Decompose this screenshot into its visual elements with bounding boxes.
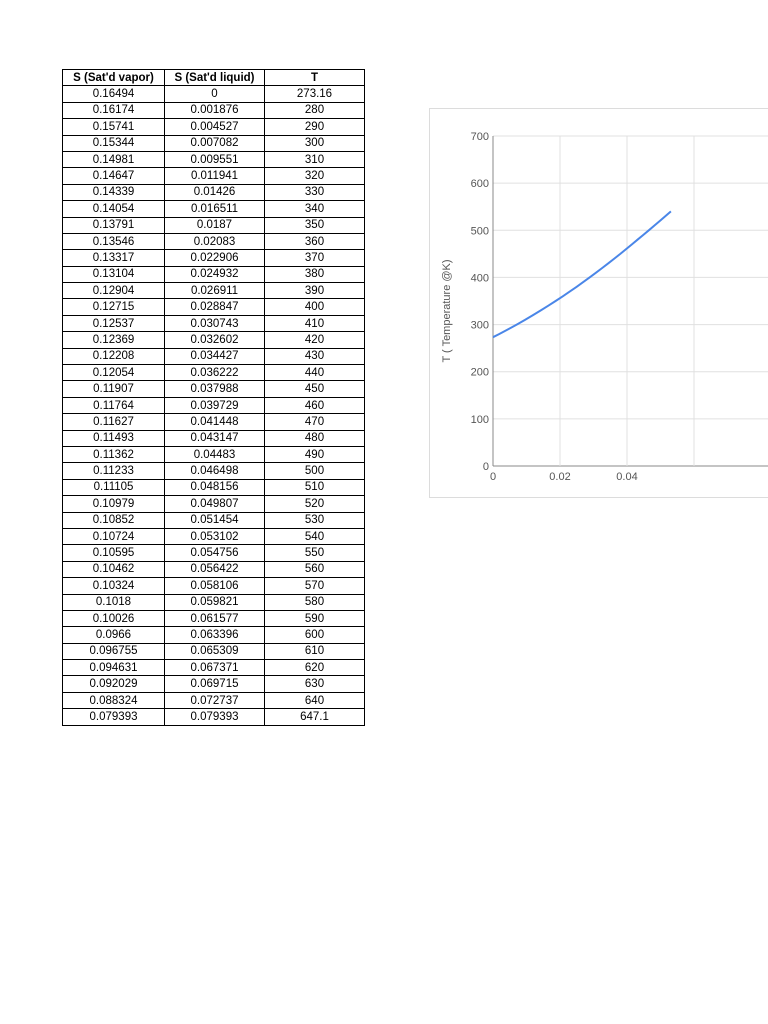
table-row (63, 397, 365, 413)
cell-sat-vapor: 0.10462 (63, 561, 165, 577)
cell-sat-liquid: 0.001876 (165, 102, 265, 118)
cell-temperature: 630 (265, 676, 365, 692)
cell-temperature: 330 (265, 184, 365, 200)
cell-temperature: 647.1 (265, 709, 365, 725)
cell-sat-vapor: 0.12208 (63, 348, 165, 364)
cell-temperature: 290 (265, 119, 365, 135)
table-row (63, 479, 365, 495)
cell-sat-vapor: 0.11627 (63, 414, 165, 430)
cell-sat-liquid: 0.022906 (165, 250, 265, 266)
cell-temperature: 510 (265, 479, 365, 495)
cell-sat-liquid: 0.01426 (165, 184, 265, 200)
cell-temperature: 450 (265, 381, 365, 397)
cell-temperature: 490 (265, 446, 365, 462)
cell-sat-vapor: 0.16174 (63, 102, 165, 118)
cell-sat-liquid: 0.0187 (165, 217, 265, 233)
cell-sat-liquid: 0.058106 (165, 578, 265, 594)
cell-sat-vapor: 0.16494 (63, 86, 165, 102)
table-row (63, 578, 365, 594)
cell-temperature: 520 (265, 496, 365, 512)
cell-sat-vapor: 0.0966 (63, 627, 165, 643)
table-row (63, 463, 365, 479)
cell-sat-liquid: 0.065309 (165, 643, 265, 659)
y-tick-label: 400 (470, 272, 489, 285)
table-row (63, 102, 365, 118)
cell-sat-vapor: 0.10026 (63, 610, 165, 626)
cell-sat-vapor: 0.10595 (63, 545, 165, 561)
cell-sat-liquid: 0.004527 (165, 119, 265, 135)
cell-sat-vapor: 0.10324 (63, 578, 165, 594)
cell-sat-vapor: 0.10724 (63, 528, 165, 544)
table-row (63, 561, 365, 577)
y-tick-label: 300 (470, 319, 489, 332)
tick-layer (471, 131, 638, 483)
cell-sat-liquid: 0.032602 (165, 332, 265, 348)
cell-temperature: 310 (265, 151, 365, 167)
y-tick-label: 700 (470, 131, 489, 143)
cell-temperature: 610 (265, 643, 365, 659)
cell-sat-liquid: 0.054756 (165, 545, 265, 561)
cell-sat-vapor: 0.12054 (63, 365, 165, 381)
temperature-chart (429, 108, 768, 498)
table-row (63, 266, 365, 282)
table-row (63, 528, 365, 544)
cell-temperature: 420 (265, 332, 365, 348)
chart-svg (430, 109, 768, 498)
header-sat-vapor: S (Sat'd vapor) (63, 70, 165, 86)
cell-sat-liquid: 0.016511 (165, 201, 265, 217)
cell-sat-vapor: 0.10852 (63, 512, 165, 528)
cell-sat-vapor: 0.12369 (63, 332, 165, 348)
cell-sat-vapor: 0.11764 (63, 397, 165, 413)
cell-sat-liquid: 0.072737 (165, 692, 265, 708)
cell-temperature: 580 (265, 594, 365, 610)
table-row (63, 315, 365, 331)
cell-temperature: 640 (265, 692, 365, 708)
cell-sat-vapor: 0.088324 (63, 692, 165, 708)
cell-sat-vapor: 0.13546 (63, 233, 165, 249)
x-tick-label: 0.04 (616, 471, 638, 483)
cell-temperature: 480 (265, 430, 365, 446)
cell-sat-vapor: 0.12537 (63, 315, 165, 331)
cell-sat-liquid: 0.026911 (165, 283, 265, 299)
y-tick-label: 0 (482, 461, 489, 473)
cell-temperature: 530 (265, 512, 365, 528)
y-tick-label: 500 (470, 225, 489, 238)
cell-temperature: 273.16 (265, 86, 365, 102)
cell-sat-liquid: 0.007082 (165, 135, 265, 151)
y-tick-label: 200 (470, 366, 489, 379)
cell-sat-vapor: 0.1018 (63, 594, 165, 610)
x-tick-label: 0 (489, 471, 497, 483)
cell-temperature: 320 (265, 168, 365, 184)
cell-temperature: 620 (265, 660, 365, 676)
cell-sat-liquid: 0.061577 (165, 610, 265, 626)
cell-sat-vapor: 0.12715 (63, 299, 165, 315)
table-row (63, 135, 365, 151)
cell-sat-liquid: 0.046498 (165, 463, 265, 479)
table-row (63, 692, 365, 708)
y-tick-label: 600 (470, 178, 489, 191)
cell-sat-liquid: 0.079393 (165, 709, 265, 725)
table-row (63, 496, 365, 512)
cell-sat-vapor: 0.092029 (63, 676, 165, 692)
table-row (63, 627, 365, 643)
table-row (63, 594, 365, 610)
cell-temperature: 440 (265, 365, 365, 381)
cell-temperature: 470 (265, 414, 365, 430)
cell-sat-vapor: 0.14647 (63, 168, 165, 184)
cell-sat-vapor: 0.15344 (63, 135, 165, 151)
cell-sat-liquid: 0.069715 (165, 676, 265, 692)
table-body (63, 86, 365, 725)
cell-sat-vapor: 0.10979 (63, 496, 165, 512)
cell-sat-vapor: 0.11105 (63, 479, 165, 495)
cell-temperature: 400 (265, 299, 365, 315)
cell-temperature: 540 (265, 528, 365, 544)
table-row (63, 512, 365, 528)
cell-sat-liquid: 0.048156 (165, 479, 265, 495)
table-row (63, 545, 365, 561)
cell-sat-vapor: 0.11907 (63, 381, 165, 397)
cell-temperature: 360 (265, 233, 365, 249)
table-row (63, 184, 365, 200)
saturation-table (62, 69, 365, 726)
cell-sat-liquid: 0.009551 (165, 151, 265, 167)
cell-sat-liquid: 0.034427 (165, 348, 265, 364)
cell-temperature: 300 (265, 135, 365, 151)
x-tick-label: 0.02 (549, 471, 571, 483)
cell-sat-liquid: 0.037988 (165, 381, 265, 397)
cell-sat-liquid: 0.059821 (165, 594, 265, 610)
cell-sat-liquid: 0.02083 (165, 233, 265, 249)
cell-sat-vapor: 0.11233 (63, 463, 165, 479)
table-row (63, 250, 365, 266)
cell-temperature: 460 (265, 397, 365, 413)
cell-sat-vapor: 0.13791 (63, 217, 165, 233)
table-row (63, 332, 365, 348)
cell-sat-vapor: 0.14981 (63, 151, 165, 167)
cell-temperature: 550 (265, 545, 365, 561)
table-row (63, 201, 365, 217)
cell-temperature: 560 (265, 561, 365, 577)
cell-sat-vapor: 0.11362 (63, 446, 165, 462)
table-row (63, 365, 365, 381)
table-row (63, 381, 365, 397)
cell-sat-liquid: 0.04483 (165, 446, 265, 462)
table-row (63, 446, 365, 462)
header-sat-liquid: S (Sat'd liquid) (165, 70, 265, 86)
table-row (63, 709, 365, 725)
table-row (63, 643, 365, 659)
cell-sat-vapor: 0.14339 (63, 184, 165, 200)
table-row (63, 86, 365, 102)
cell-temperature: 570 (265, 578, 365, 594)
table-row (63, 610, 365, 626)
cell-sat-vapor: 0.079393 (63, 709, 165, 725)
cell-sat-liquid: 0.049807 (165, 496, 265, 512)
y-axis-title: T ( Temperature @K) (441, 259, 453, 363)
cell-sat-liquid: 0.036222 (165, 365, 265, 381)
cell-temperature: 390 (265, 283, 365, 299)
cell-sat-liquid: 0.051454 (165, 512, 265, 528)
table-row (63, 283, 365, 299)
table-header-row (63, 70, 365, 86)
table-row (63, 151, 365, 167)
y-tick-label: 100 (470, 413, 489, 426)
cell-temperature: 340 (265, 201, 365, 217)
cell-temperature: 590 (265, 610, 365, 626)
cell-sat-vapor: 0.11493 (63, 430, 165, 446)
cell-sat-liquid: 0.028847 (165, 299, 265, 315)
cell-sat-liquid: 0.063396 (165, 627, 265, 643)
cell-sat-liquid: 0.043147 (165, 430, 265, 446)
cell-temperature: 500 (265, 463, 365, 479)
cell-sat-vapor: 0.15741 (63, 119, 165, 135)
header-temperature: T (265, 70, 365, 86)
cell-sat-vapor: 0.096755 (63, 643, 165, 659)
cell-temperature: 280 (265, 102, 365, 118)
cell-sat-vapor: 0.13104 (63, 266, 165, 282)
cell-temperature: 410 (265, 315, 365, 331)
table-row (63, 168, 365, 184)
cell-temperature: 380 (265, 266, 365, 282)
table-row (63, 430, 365, 446)
cell-sat-liquid: 0.011941 (165, 168, 265, 184)
cell-sat-liquid: 0.056422 (165, 561, 265, 577)
table-row (63, 676, 365, 692)
cell-sat-vapor: 0.12904 (63, 283, 165, 299)
table-row (63, 660, 365, 676)
table-row (63, 348, 365, 364)
cell-temperature: 600 (265, 627, 365, 643)
cell-sat-liquid: 0.067371 (165, 660, 265, 676)
table-row (63, 119, 365, 135)
cell-sat-liquid: 0.053102 (165, 528, 265, 544)
cell-sat-liquid: 0.030743 (165, 315, 265, 331)
grid-layer (493, 136, 768, 466)
table-row (63, 299, 365, 315)
cell-temperature: 370 (265, 250, 365, 266)
table-row (63, 217, 365, 233)
cell-sat-liquid: 0 (165, 86, 265, 102)
table-row (63, 414, 365, 430)
cell-temperature: 350 (265, 217, 365, 233)
cell-sat-vapor: 0.14054 (63, 201, 165, 217)
cell-sat-liquid: 0.024932 (165, 266, 265, 282)
cell-sat-vapor: 0.13317 (63, 250, 165, 266)
cell-sat-liquid: 0.041448 (165, 414, 265, 430)
table-row (63, 233, 365, 249)
cell-sat-vapor: 0.094631 (63, 660, 165, 676)
cell-temperature: 430 (265, 348, 365, 364)
cell-sat-liquid: 0.039729 (165, 397, 265, 413)
